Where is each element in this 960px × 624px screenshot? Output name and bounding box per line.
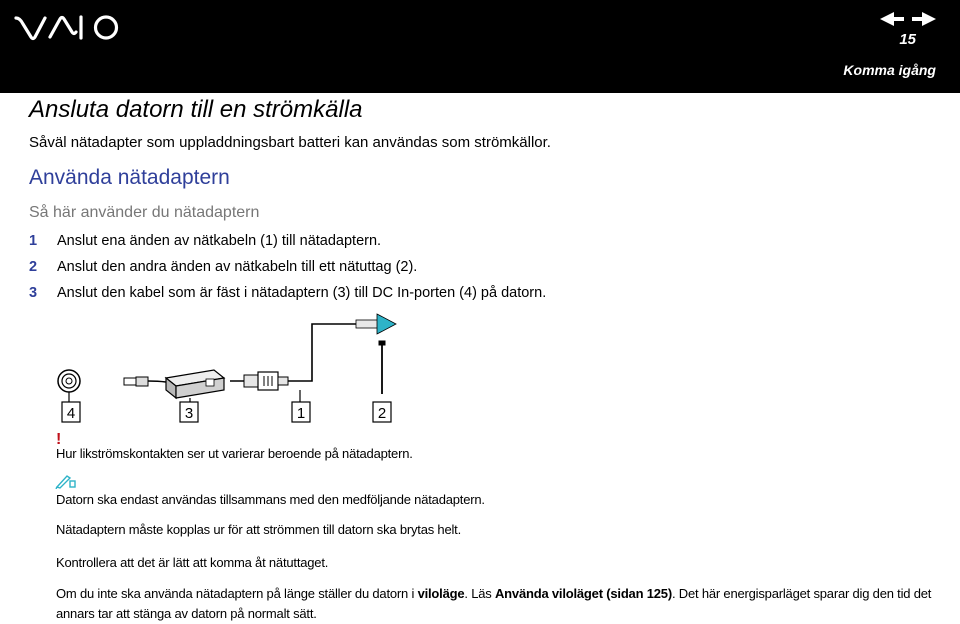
section-link[interactable]: Komma igång	[843, 62, 936, 78]
note-3: Kontrollera att det är lätt att komma åt nätuttaget.	[56, 555, 329, 570]
step-number: 3	[29, 285, 38, 301]
dc-in-port-icon	[58, 370, 80, 392]
page-number: 15	[899, 31, 916, 48]
step-number: 2	[29, 259, 38, 275]
step-text: Anslut ena änden av nätkabeln (1) till nätadaptern.	[57, 233, 382, 249]
callout-label-4: 4	[66, 405, 76, 422]
callout-label-2: 2	[377, 405, 387, 422]
note-4-text: Om du inte ska använda nätadaptern på länge ställer du datorn i	[56, 586, 418, 601]
note-4-continued: annars tar att stänga av datorn på normalt sätt.	[56, 606, 317, 621]
wall-outlet-icon	[379, 341, 385, 394]
hibernate-term: viloläge	[417, 586, 465, 601]
warning-icon: !	[56, 431, 62, 448]
procedure-heading: Så här använder du nätadaptern	[29, 204, 260, 221]
note-4-text: . Läs	[464, 586, 495, 601]
dc-plug-icon	[124, 377, 166, 386]
section-subtitle: Använda nätadaptern	[29, 166, 230, 189]
power-cord-icon	[230, 324, 357, 390]
warning-text: Hur likströmskontakten ser ut varierar beroende på nätadaptern.	[56, 446, 413, 461]
page-title: Ansluta datorn till en strömkälla	[29, 96, 363, 123]
step-text: Anslut den andra änden av nätkabeln till ett nätuttag (2).	[57, 259, 418, 275]
ac-adapter-icon	[166, 370, 224, 398]
callout-label-1: 1	[296, 405, 306, 422]
intro-text: Såväl nätadapter som uppladdningsbart batteri kan användas som strömkällor.	[29, 134, 551, 151]
note-1: Datorn ska endast användas tillsammans med den medföljande nätadaptern.	[56, 492, 485, 507]
note-4	[56, 586, 931, 601]
plug-arrow-icon	[356, 314, 396, 334]
callout-label-3: 3	[184, 405, 194, 422]
note-2: Nätadaptern måste kopplas ur för att strömmen till datorn ska brytas helt.	[56, 522, 462, 537]
note-4-text: . Det här energisparläget sparar dig den tid det	[671, 586, 932, 601]
hibernate-reference: Använda viloläget (sidan 125)	[494, 586, 672, 601]
note-pencil-icon	[55, 473, 77, 489]
step-text: Anslut den kabel som är fäst i nätadaptern (3) till DC In-porten (4) på datorn.	[57, 285, 547, 301]
step-number: 1	[29, 233, 38, 249]
